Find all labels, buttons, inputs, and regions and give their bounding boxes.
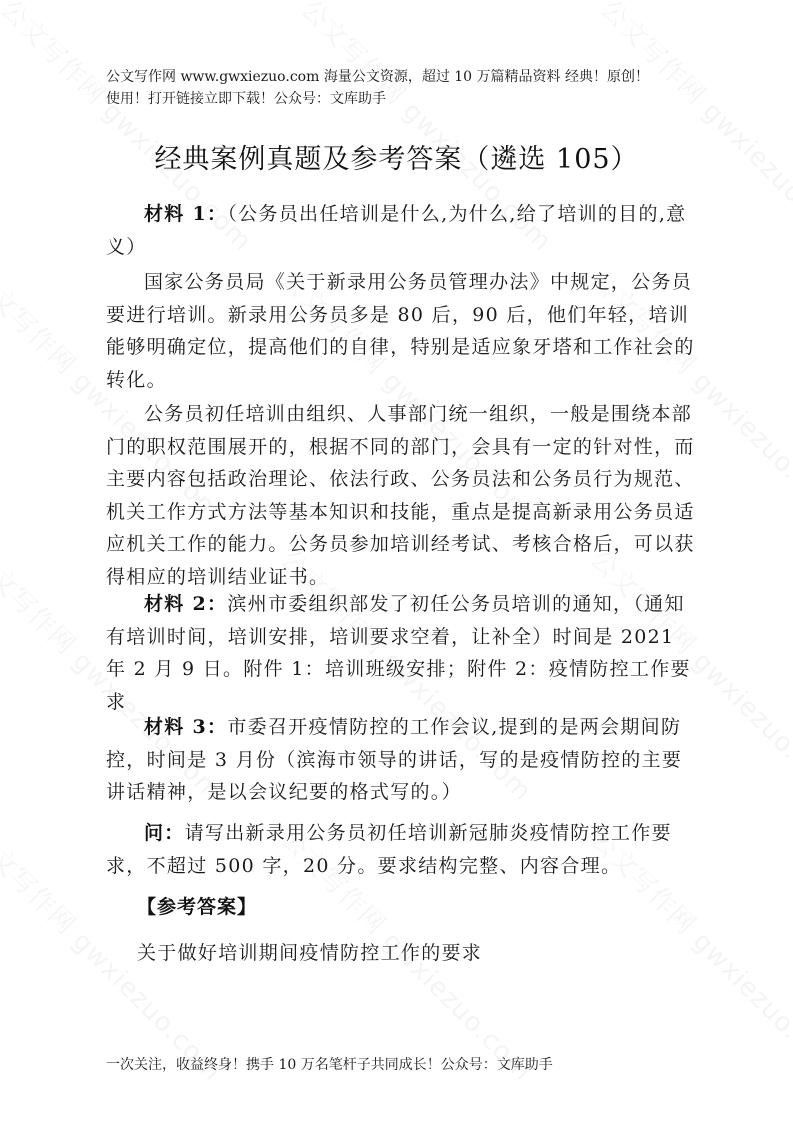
footer-line: 一次关注，收益终身！携手 10 万名笔杆子共同成长！公众号：文库助手 xyxy=(106,1057,553,1073)
material-2-label: 材料 2： xyxy=(144,593,228,615)
material-1-label: 材料 1： xyxy=(144,203,228,225)
material-3-text: 市委召开疫情防控的工作会议,提到的是两会期间防控，时间是 3 月份（滨海市领导的讲话，写的是疫情防控的主要讲话精神，是以会议纪要的格式写的。） xyxy=(106,716,683,803)
answer-first-line: 关于做好培训期间疫情防控工作的要求 xyxy=(137,942,483,964)
material-1-paragraph xyxy=(106,198,696,263)
header-line-2: 使用！打开链接立即下载！公众号：文库助手 xyxy=(106,91,386,107)
paragraph-2-text: 公务员初任培训由组织、人事部门统一组织，一般是围绕本部门的职权范围展开的，根据不同的部门，会具有一定的针对性，而主要内容包括政治理论、依法行政、公务员法和公务员行为规范、机关工作方式方法等基本知识和技能，重点是提高新录用公务员适应机关工作的能力。公务员参加培训经考试、考核合格后，可以获得相应的培训结业证书。 xyxy=(106,403,695,588)
question-label: 问： xyxy=(144,822,185,844)
paragraph-1 xyxy=(106,266,696,396)
material-3-label: 材料 3： xyxy=(144,716,228,738)
answer-heading: 【参考答案】 xyxy=(137,896,258,918)
question-paragraph xyxy=(106,817,696,882)
material-2-paragraph xyxy=(106,588,696,718)
material-2-text: 滨州市委组织部发了初任公务员培训的通知，（通知有培训时间，培训安排，培训要求空着，让补全）时间是 2021 年 2 月 9 日。附件 1：培训班级安排；附件 2：疫情防控工作要求 xyxy=(106,593,691,713)
paragraph-1-text: 国家公务员局《关于新录用公务员管理办法》中规定，公务员要进行培训。新录用公务员多是 80 后，90 后，他们年轻，培训能够明确定位，提高他们的自律，特别是适应象牙塔和工作社会的转化。 xyxy=(106,271,695,391)
material-1-text: （公务员出任培训是什么,为什么,给了培训的目的,意义） xyxy=(106,203,687,258)
material-3-paragraph xyxy=(106,711,696,809)
paragraph-2 xyxy=(106,398,696,593)
page-title: 经典案例真题及参考答案（遴选 105） xyxy=(154,144,639,175)
question-text: 请写出新录用公务员初任培训新冠肺炎疫情防控工作要求，不超过 500 字，20 分。要求结构完整、内容合理。 xyxy=(106,822,672,877)
header-line-1: 公文写作网 www.gwxiezuo.com 海量公文资源，超过 10 万篇精品资料 经典！原创！ xyxy=(106,69,649,85)
